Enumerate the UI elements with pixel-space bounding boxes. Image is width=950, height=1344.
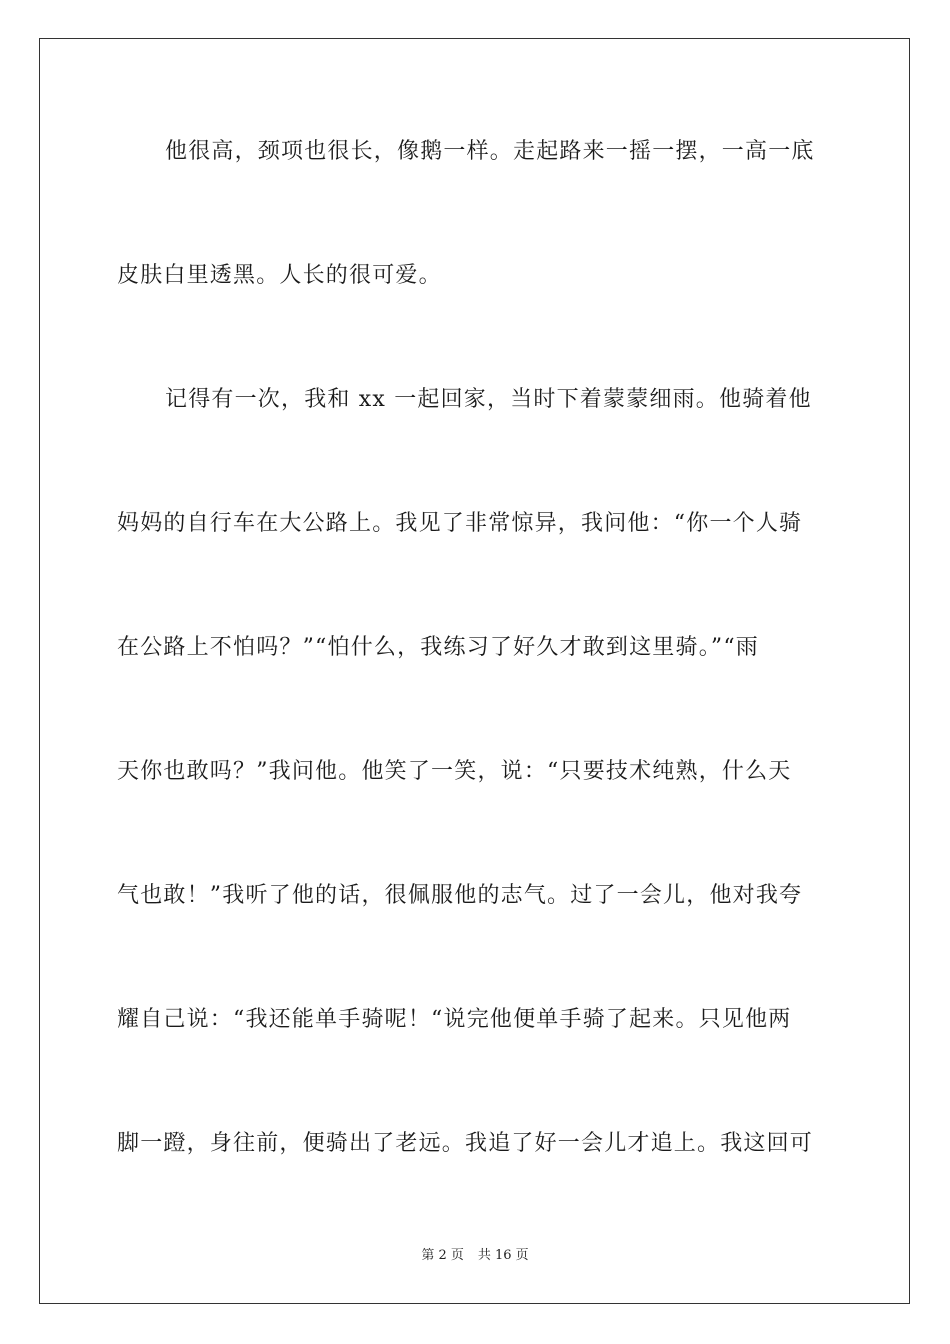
text-line-2: 皮肤白里透黑。人长的很可爱。 <box>117 263 442 288</box>
page-frame <box>39 38 910 1304</box>
text-line-6: 天你也敢吗？”我问他。他笑了一笑，说：“只要技术纯熟，什么天 <box>117 759 792 784</box>
text-line-4: 妈妈的自行车在大公路上。我见了非常惊异，我问他：“你一个人骑 <box>117 511 803 536</box>
text-line-5: 在公路上不怕吗？”“怕什么，我练习了好久才敢到这里骑。”“雨 <box>117 635 759 660</box>
text-line-7: 气也敢！”我听了他的话，很佩服他的志气。过了一会儿，他对我夸 <box>117 883 803 908</box>
text-line-1: 他很高，颈项也很长，像鹅一样。走起路来一摇一摆，一高一底 <box>165 139 815 164</box>
page-total: 共 16 页 <box>477 1248 529 1263</box>
text-line-9: 脚一蹬，身往前，便骑出了老远。我追了好一会儿才追上。我这回可 <box>117 1131 814 1156</box>
text-line-3: 记得有一次，我和 xx 一起回家，当时下着蒙蒙细雨。他骑着他 <box>165 387 812 412</box>
text-line-8: 耀自己说：“我还能单手骑呢！“说完他便单手骑了起来。只见他两 <box>117 1007 792 1032</box>
page-number: 第 2 页 <box>421 1248 464 1263</box>
page-footer <box>0 1244 950 1263</box>
